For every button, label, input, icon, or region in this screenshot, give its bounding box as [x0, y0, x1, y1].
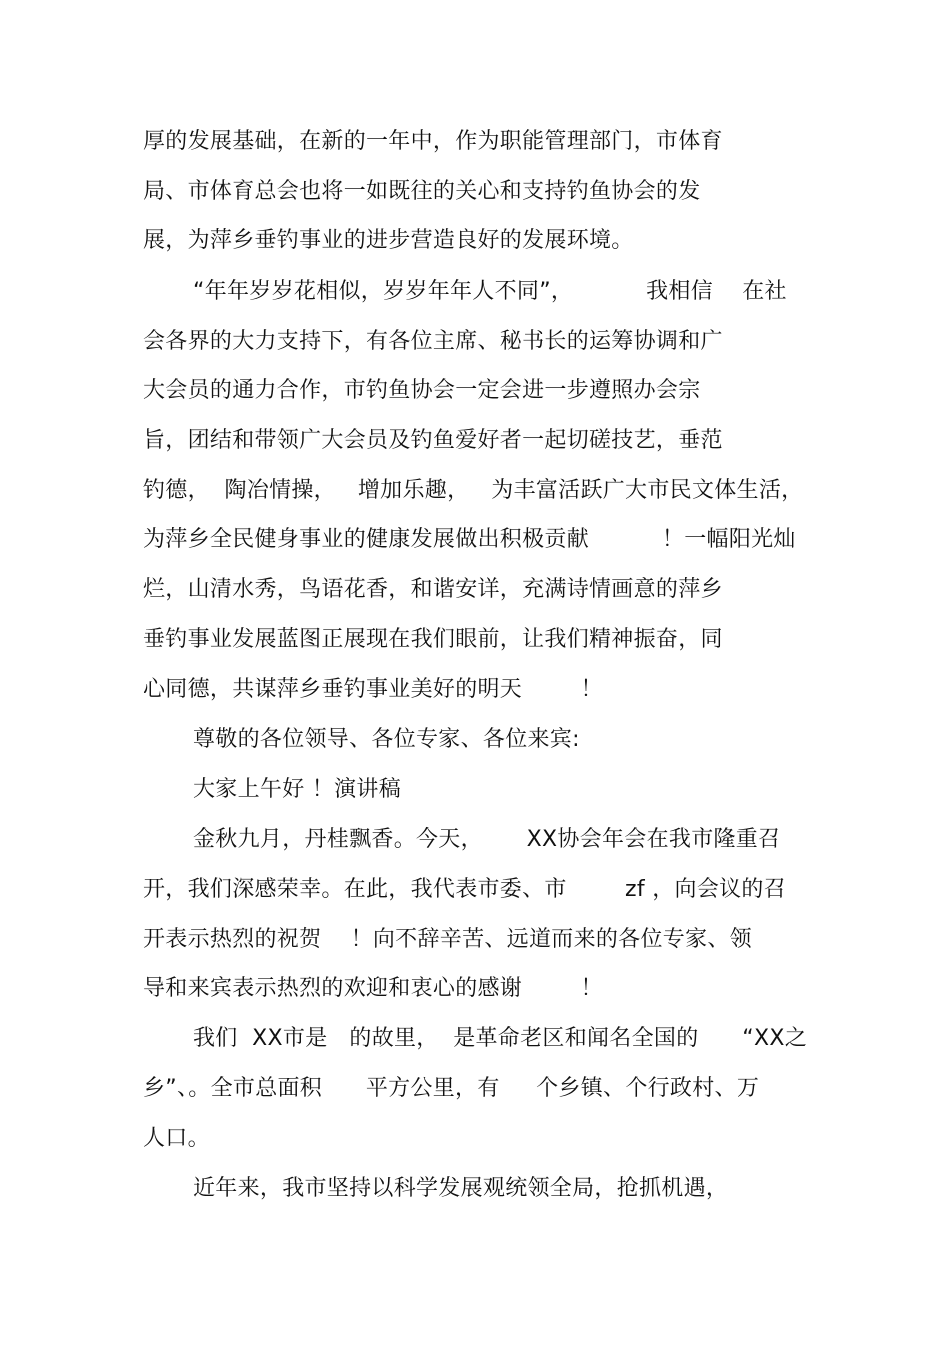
text-line: 大会员的通力合作，市钓鱼协会一定会进一步遵照办会宗 [143, 378, 701, 403]
text-line: 开，我们深感荣幸。在此，我代表市委、市 zf ，向会议的召 [143, 877, 787, 902]
text-line: 旨，团结和带领广大会员及钓鱼爱好者一起切磋技艺，垂范 [143, 428, 723, 453]
text-line: 为萍乡全民健身事业的健康发展做出积极贡献 ！一幅阳光灿 [143, 527, 796, 552]
text-line: 会各界的大力支持下，有各位主席、秘书长的运筹协调和广 [143, 329, 723, 354]
text-line: 人口。 [143, 1126, 210, 1151]
text-line: 垂钓事业发展蓝图正展现在我们眼前，让我们精神振奋，同 [143, 627, 723, 652]
text-line: 钓德， 陶冶情操， 增加乐趣， 为丰富活跃广大市民文体生活， [143, 478, 804, 503]
text-line: 局、市体育总会也将一如既往的关心和支持钓鱼协会的发 [143, 179, 701, 204]
text-line: 厚的发展基础，在新的一年中，作为职能管理部门，市体育 [143, 129, 723, 154]
text-line: 展，为萍乡垂钓事业的进步营造良好的发展环境。 [143, 228, 634, 253]
text-line: 开表示热烈的祝贺 ！向不辞辛苦、远道而来的各位专家、领 [143, 927, 752, 952]
text-line: 大家上午好 ！演讲稿 [193, 777, 401, 802]
text-line: 烂，山清水秀，鸟语花香，和谐安详，充满诗情画意的萍乡 [143, 577, 723, 602]
text-line: 导和来宾表示热烈的欢迎和衷心的感谢 ！ [143, 976, 603, 1001]
text-line: 心同德，共谋萍乡垂钓事业美好的明天 ！ [143, 677, 603, 702]
text-line: 我们 XX市是 的故里， 是革命老区和闻名全国的 “XX之 [193, 1026, 807, 1051]
text-line: “年年岁岁花相似，岁岁年年人不同”， 我相信 在社 [193, 279, 787, 304]
text-line: 乡”、。全市总面积 平方公里，有 个乡镇、个行政村、万 [143, 1076, 760, 1101]
text-line: 金秋九月，丹桂飘香。今天， XX协会年会在我市隆重召 [193, 827, 781, 852]
text-line: 尊敬的各位领导、各位专家、各位来宾: [193, 727, 580, 752]
text-line: 近年来，我市坚持以科学发展观统领全局，抢抓机遇， [193, 1176, 729, 1201]
